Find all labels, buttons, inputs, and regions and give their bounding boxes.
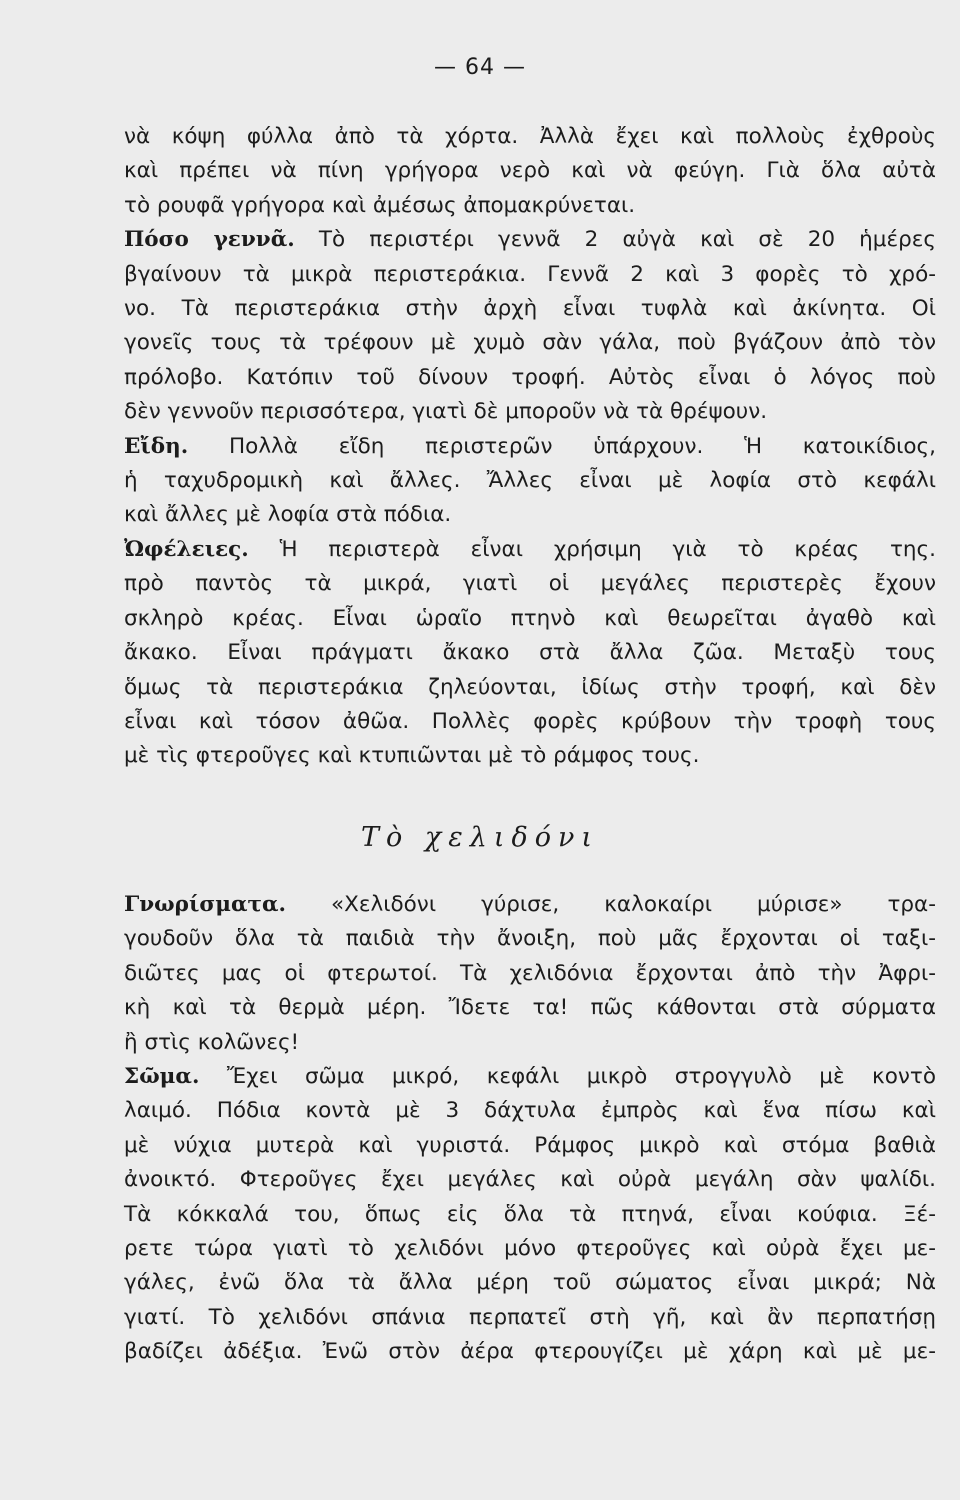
line-text: ἀνοικτό. Φτεροῦγες ἔχει μεγάλες καὶ οὐρὰ μεγάλη σὰν ψαλίδι. xyxy=(124,1167,936,1193)
line-text: καὶ πρέπει νὰ πίνη γρήγορα νερὸ καὶ νὰ φεύγη. Γιὰ ὅλα αὐτὰ xyxy=(124,158,936,184)
line-text: ἡ ταχυδρομικὴ καὶ ἄλλες. Ἄλλες εἶναι μὲ λοφία στὸ κεφάλι xyxy=(124,468,936,494)
line-text: πρόλοβο. Κατόπιν τοῦ δίνουν τροφή. Αὐτὸς εἶναι ὁ λόγος ποὺ xyxy=(124,364,936,390)
line-text: Πολλὰ εἴδη περιστερῶν ὑπάρχουν. Ἡ κατοικίδιος, xyxy=(188,433,936,459)
line-text: διῶτες μας οἱ φτερωτοί. Τὰ χελιδόνια ἔρχονται ἀπὸ τὴν Ἀφρι- xyxy=(124,960,936,986)
text-line xyxy=(124,671,936,705)
line-text: λαιμό. Πόδια κοντὰ μὲ 3 δάχτυλα ἐμπρὸς καὶ ἕνα πίσω καὶ xyxy=(124,1098,936,1124)
line-text: ρετε τώρα γιατὶ τὸ χελιδόνι μόνο φτεροῦγες καὶ οὐρὰ ἔχει με- xyxy=(124,1236,936,1262)
line-text: τὸ ρουφᾶ γρήγορα καὶ ἀμέσως ἀπομακρύνεται. xyxy=(124,192,636,218)
text-line xyxy=(124,1026,936,1060)
line-text: «Χελιδόνι γύρισε, καλοκαίρι μύρισε» τρα- xyxy=(286,892,936,917)
line-text: βγαίνουν τὰ μικρὰ περιστεράκια. Γεννᾶ 2 καὶ 3 φορὲς τὸ χρό- xyxy=(124,261,936,287)
paragraph-heading: Πόσο γεννᾶ. xyxy=(124,227,295,253)
text-line xyxy=(124,739,936,773)
line-text: Ἡ περιστερὰ εἶναι χρήσιμη γιὰ τὸ κρέας της. xyxy=(248,536,936,562)
text-line xyxy=(124,223,936,257)
text-line xyxy=(124,189,936,223)
page-number: — 64 — xyxy=(434,55,526,80)
line-text: σκληρὸ κρέας. Εἶναι ὡραῖο πτηνὸ καὶ θεωρεῖται ἀγαθὸ καὶ xyxy=(124,605,936,631)
text-line xyxy=(124,430,936,464)
text-line xyxy=(124,1198,936,1232)
text-line xyxy=(124,1335,936,1369)
line-text: Ἔχει σῶμα μικρό, κεφάλι μικρὸ στρογγυλὸ μὲ κοντὸ xyxy=(199,1064,936,1090)
text-block-swallow xyxy=(124,888,936,1370)
text-line xyxy=(124,464,936,498)
text-line xyxy=(124,1301,936,1335)
line-text: βαδίζει ἀδέξια. Ἐνῶ στὸν ἀέρα φτερουγίζει μὲ χάρη καὶ μὲ με- xyxy=(124,1339,936,1365)
line-text: μὲ τὶς φτεροῦγες καὶ κτυπιῶνται μὲ τὸ ράμφος τους. xyxy=(124,743,700,769)
line-text: Τὰ κόκκαλά του, ὅπως εἰς ὅλα τὰ πτηνά, εἶναι κούφια. Ξέ- xyxy=(124,1201,936,1227)
text-line xyxy=(124,922,936,956)
text-block-pigeon xyxy=(124,120,936,774)
line-text: μὲ νύχια μυτερὰ καὶ γυριστά. Ράμφος μικρὸ καὶ στόμα βαθιὰ xyxy=(124,1132,936,1158)
text-line xyxy=(124,602,936,636)
text-line xyxy=(124,120,936,154)
line-text: δὲν γεννοῦν περισσότερα, γιατὶ δὲ μποροῦν νὰ τὰ θρέψουν. xyxy=(124,399,768,425)
text-line xyxy=(124,636,936,670)
line-text: γουδοῦν ὅλα τὰ παιδιὰ τὴν ἄνοιξη, ποὺ μᾶς ἔρχονται οἱ ταξι- xyxy=(124,926,936,952)
text-line xyxy=(124,498,936,532)
line-text: γάλες, ἐνῶ ὅλα τὰ ἄλλα μέρη τοῦ σώματος εἶναι μικρά; Νὰ xyxy=(124,1270,936,1296)
text-line xyxy=(124,326,936,360)
text-line xyxy=(124,533,936,567)
line-text: ἄκακο. Εἶναι πράγματι ἄκακο στὰ ἄλλα ζῶα. Μεταξὺ τους xyxy=(124,640,936,666)
paragraph-heading: Εἴδη. xyxy=(124,433,189,459)
text-line xyxy=(124,957,936,991)
line-text: ὅμως τὰ περιστεράκια ζηλεύονται, ἰδίως στὴν τροφή, καὶ δὲν xyxy=(124,674,936,700)
paragraph-heading: Ὠφέλειες. xyxy=(124,536,249,562)
line-text: εἶναι καὶ τόσον ἀθῶα. Πολλὲς φορὲς κρύβουν τὴν τροφὴ τους xyxy=(124,708,936,734)
text-line xyxy=(124,1060,936,1094)
line-text: νὰ κόψη φύλλα ἀπὸ τὰ χόρτα. Ἀλλὰ ἔχει καὶ πολλοὺς ἐχθροὺς xyxy=(124,124,936,149)
text-line xyxy=(124,1163,936,1197)
text-line xyxy=(124,258,936,292)
line-text: πρὸ παντὸς τὰ μικρά, γιατὶ οἱ μεγάλες περιστερὲς ἔχουν xyxy=(124,571,936,597)
paragraph-heading: Σῶμα. xyxy=(124,1064,200,1090)
paragraph-heading: Γνωρίσματα. xyxy=(124,892,286,917)
text-line xyxy=(124,1129,936,1163)
line-text: Τὸ περιστέρι γεννᾶ 2 αὐγὰ καὶ σὲ 20 ἡμέρες xyxy=(294,227,936,253)
text-line xyxy=(124,1232,936,1266)
line-text: κὴ καὶ τὰ θερμὰ μέρη. Ἴδετε τα! πῶς κάθονται στὰ σύρματα xyxy=(124,995,936,1021)
text-line xyxy=(124,395,936,429)
text-line xyxy=(124,292,936,326)
line-text: γονεῖς τους τὰ τρέφουν μὲ χυμὸ σὰν γάλα, ποὺ βγάζουν ἀπὸ τὸν xyxy=(124,330,936,356)
text-line xyxy=(124,1094,936,1128)
line-text: νο. Τὰ περιστεράκια στὴν ἀρχὴ εἶναι τυφλὰ καὶ ἀκίνητα. Οἱ xyxy=(124,296,936,322)
line-text: γιατί. Τὸ χελιδόνι σπάνια περπατεῖ στὴ γῆ, καὶ ἂν περπατήσῃ xyxy=(124,1304,936,1330)
line-text: καὶ ἄλλες μὲ λοφία στὰ πόδια. xyxy=(124,502,452,528)
text-line xyxy=(124,705,936,739)
section-title: Τὸ χελιδόνι xyxy=(361,822,599,853)
text-line xyxy=(124,567,936,601)
text-line xyxy=(124,888,936,922)
text-line xyxy=(124,1266,936,1300)
line-text: ἢ στὶς κολῶνες! xyxy=(124,1029,300,1055)
text-line xyxy=(124,991,936,1025)
text-line xyxy=(124,154,936,188)
text-line xyxy=(124,361,936,395)
